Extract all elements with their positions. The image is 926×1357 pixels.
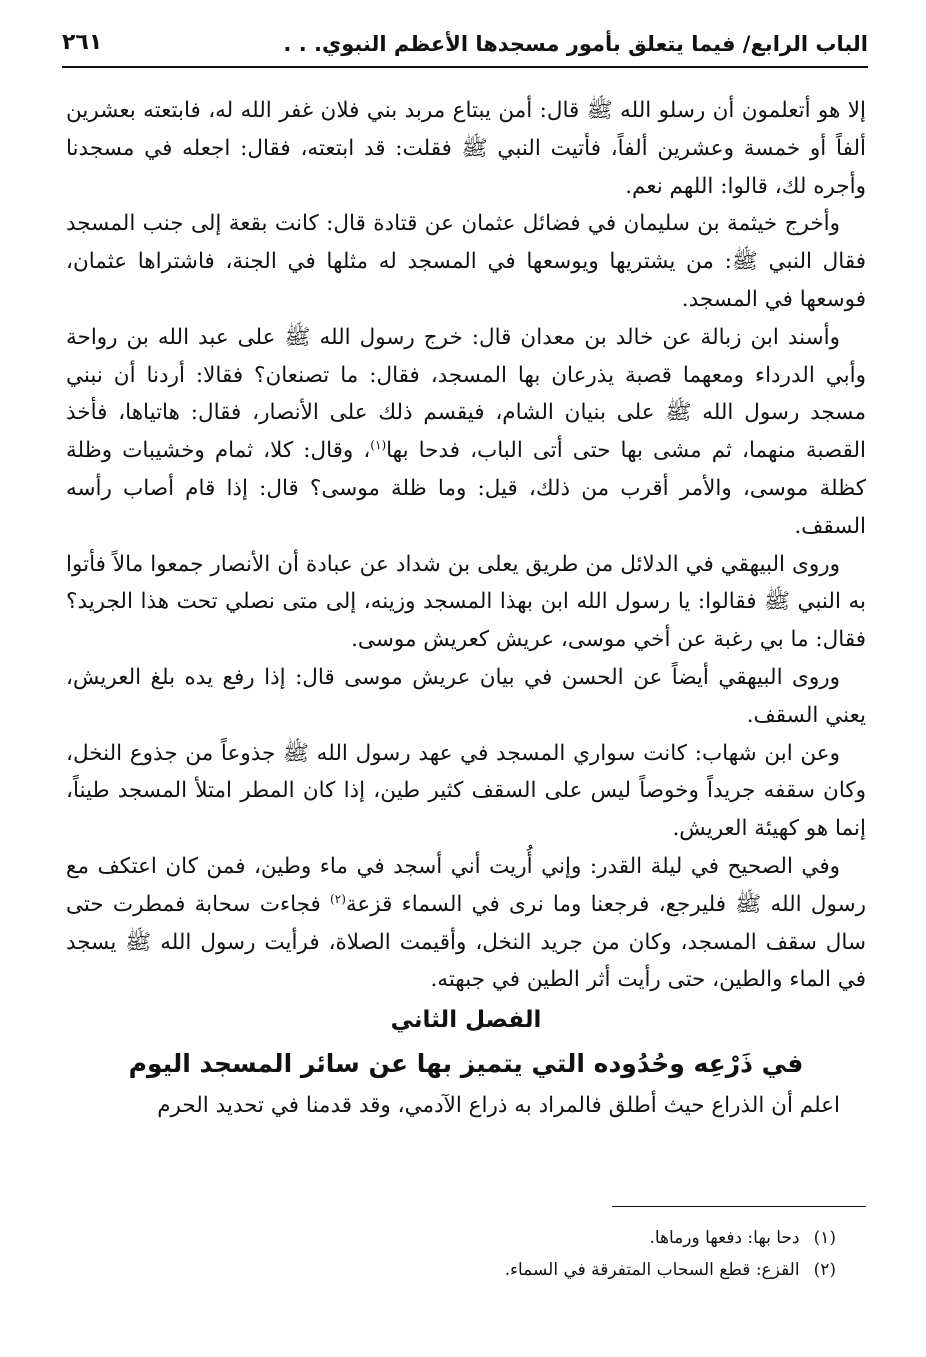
footnote-number: (١) bbox=[813, 1228, 836, 1248]
running-header bbox=[62, 26, 868, 68]
running-head-title: الباب الرابع/ فيما يتعلق بأمور مسجدها الأعظم النبوي. . . bbox=[283, 32, 868, 56]
footnote-text: دحا بها: دفعها ورماها. bbox=[649, 1228, 800, 1248]
paragraph-text: فجاءت سحابة فمطرت حتى سال سقف المسجد، وكان من جريد النخل، وأقيمت الصلاة، فرأيت رسول الله ﷺ يسجد في الماء والطين، حتى رأيت أثر الطين في جبهته. bbox=[66, 891, 866, 993]
footnote-text: القزع: قطع السحاب المتفرقة في السماء. bbox=[504, 1260, 800, 1280]
paragraph bbox=[66, 848, 866, 999]
paragraph: وروى البيهقي في الدلائل من طريق يعلى بن شداد عن عبادة أن الأنصار جمعوا مالاً فأتوا به النبي ﷺ فقالوا: يا رسول الله ابن بهذا المسجد وزينه، إلى متى نصلي تحت هذا الجريد؟ فقال: ما بي رغبة عن أخي موسى، عريش كعريش موسى. bbox=[66, 551, 866, 653]
paragraph: وأخرج خيثمة بن سليمان في فضائل عثمان عن قتادة قال: كانت بقعة إلى جنب المسجد فقال النبي ﷺ: من يشتريها ويوسعها في المسجد له مثلها في الجنة، فاشتراها عثمان، فوسعها في المسجد. bbox=[66, 211, 866, 312]
footnote-number: (٢) bbox=[813, 1260, 836, 1280]
footnotes bbox=[66, 1222, 866, 1286]
paragraph-text: وفي الصحيح في ليلة القدر: وإني أُريت أني أسجد في ماء وطين، فمن كان اعتكف مع رسول الله ﷺ فليرجع، فرجعنا وما نرى في السماء قزعة bbox=[66, 853, 866, 917]
footnote-mark[interactable]: (٢) bbox=[330, 891, 346, 906]
chapter-label: الفصل الثاني bbox=[390, 1007, 542, 1034]
paragraph: اعلم أن الذراع حيث أطلق فالمراد به ذراع الآدمي، وقد قدمنا في تحديد الحرم bbox=[157, 1093, 840, 1119]
main-text bbox=[66, 92, 866, 1125]
paragraph: إلا هو أتعلمون أن رسلو الله ﷺ قال: أمن يبتاع مربد بني فلان غفر الله له، فابتعته بعشرين ألفاً أو خمسة وعشرين ألفاً، فأتيت النبي ﷺ فقلت: قد ابتعته، فقال: اجعله في مسجدنا وأجره لك، قالوا: اللهم نعم. bbox=[66, 98, 866, 199]
footnote-divider bbox=[612, 1206, 866, 1207]
paragraph-text: وأسند ابن زبالة عن خالد بن معدان قال: خرج رسول الله ﷺ على عبد الله بن رواحة وأبي الدرداء ومعهما قصبة يذرعان بها المسجد، فقال: ما تصنعان؟ فقالا: أردنا أن نبني مسجد رسول الله ﷺ على بنيان الشام، فيقسم ذلك على الأنصار، فقال: هاتياها، فأخذ القصبة منهما، ثم مشى بها حتى أتى الباب، فدحا بها bbox=[66, 324, 866, 464]
paragraph-text: ، وقال: كلا، ثمام وخشيبات وظلة كظلة موسى، والأمر أقرب من ذلك، قيل: وما ظلة موسى؟ قال: إذا قام أصاب رأسه السقف. bbox=[66, 438, 866, 539]
page-number: ٢٦١ bbox=[62, 30, 103, 55]
footnote-mark[interactable]: (١) bbox=[370, 438, 387, 453]
paragraph bbox=[66, 319, 866, 546]
paragraph: وروى البيهقي أيضاً عن الحسن في بيان عريش موسى قال: إذا رفع يده بلغ العريش، يعني السقف. bbox=[66, 664, 866, 728]
paragraph: وعن ابن شهاب: كانت سواري المسجد في عهد رسول الله ﷺ جذوعاً من جذوع النخل، وكان سقفه جريداً وخوصاً ليس على السقف كثير طين، إذا كان المطر امتلأ المسجد طيناً، إنما هو كهيئة العريش. bbox=[66, 740, 866, 842]
footnote bbox=[66, 1222, 866, 1254]
chapter-title: في ذَرْعِه وحُدُوده التي يتميز بها عن سائر المسجد اليوم bbox=[128, 1049, 804, 1079]
footnote bbox=[66, 1254, 866, 1286]
